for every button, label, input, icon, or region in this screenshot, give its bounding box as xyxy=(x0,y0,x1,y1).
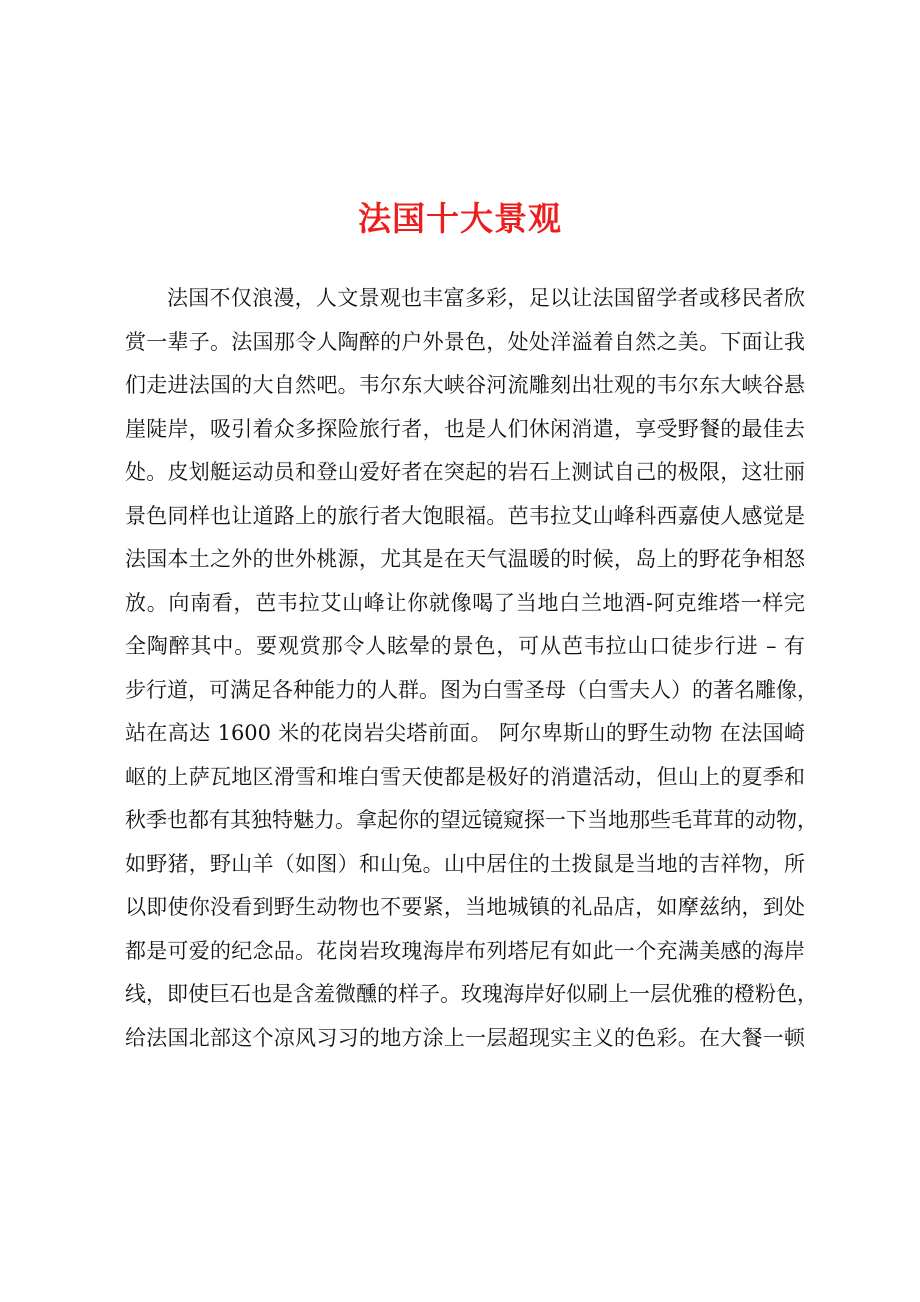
paragraph-line: 站在高达 1600 米的花岗岩尖塔前面。 阿尔卑斯山的野生动物 在法国崎 xyxy=(125,721,805,745)
paragraph-line: 法国本土之外的世外桃源，尤其是在天气温暖的时候，岛上的野花争相怒 xyxy=(125,547,805,571)
page-title: 法国十大景观 xyxy=(358,199,562,238)
paragraph-line: 法国不仅浪漫，人文景观也丰富多彩，足以让法国留学者或移民者欣 xyxy=(167,286,805,310)
paragraph-line: 线，即使巨石也是含羞微醺的样子。玫瑰海岸好似刷上一层优雅的橙粉色， xyxy=(125,982,818,1006)
paragraph-line: 岖的上萨瓦地区滑雪和堆白雪天使都是极好的消遣活动，但山上的夏季和 xyxy=(125,764,805,789)
paragraph-line: 如野猪，野山羊（如图）和山兔。山中居住的土拨鼠是当地的吉祥物，所 xyxy=(125,851,805,876)
paragraph-line: 放。向南看，芭韦拉艾山峰让你就像喝了当地白兰地酒-阿克维塔一样完 xyxy=(125,590,805,615)
paragraph-line: 都是可爱的纪念品。花岗岩玫瑰海岸布列塔尼有如此一个充满美感的海岸 xyxy=(125,938,805,963)
paragraph-line: 以即使你没看到野生动物也不要紧，当地城镇的礼品店，如摩兹纳，到处 xyxy=(125,895,805,919)
paragraph-line: 赏一辈子。法国那令人陶醉的户外景色，处处洋溢着自然之美。下面让我 xyxy=(125,329,805,354)
paragraph-line: 们走进法国的大自然吧。韦尔东大峡谷河流雕刻出壮观的韦尔东大峡谷悬 xyxy=(125,373,805,397)
paragraph-line: 给法国北部这个凉风习习的地方涂上一层超现实主义的色彩。在大餐一顿 xyxy=(125,1025,805,1050)
paragraph-line: 崖陡岸，吸引着众多探险旅行者，也是人们休闲消遣，享受野餐的最佳去 xyxy=(125,416,805,441)
body-paragraph xyxy=(125,277,818,1060)
paragraph-line: 全陶醉其中。要观赏那令人眩晕的景色，可从芭韦拉山口徒步行进 – 有 xyxy=(125,634,805,658)
paragraph-line: 景色同样也让道路上的旅行者大饱眼福。芭韦拉艾山峰科西嘉使人感觉是 xyxy=(125,503,805,528)
paragraph-line: 秋季也都有其独特魅力。拿起你的望远镜窥探一下当地那些毛茸茸的动物， xyxy=(125,808,818,832)
paragraph-line: 步行道，可满足各种能力的人群。图为白雪圣母（白雪夫人）的著名雕像， xyxy=(125,677,818,702)
paragraph-line: 处。皮划艇运动员和登山爱好者在突起的岩石上测试自己的极限，这壮丽 xyxy=(125,460,805,484)
